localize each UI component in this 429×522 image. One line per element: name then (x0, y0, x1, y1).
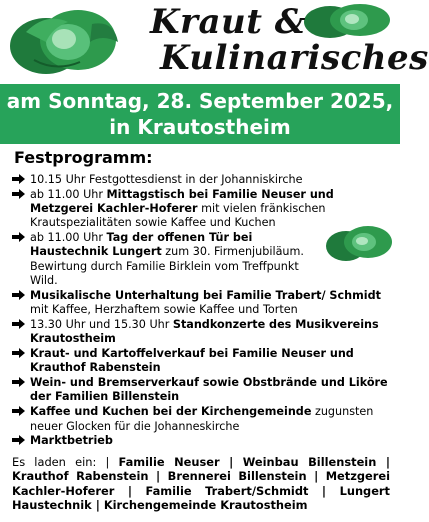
title-line-2: Kulinarisches (160, 38, 429, 78)
program-item-text: mit vielen fränkischen Krautspezialitäten sowie Kaffee und Kuchen (30, 202, 326, 230)
right-arrow-icon (12, 290, 25, 303)
program-item-text: zum 30. Firmenjubiläum. Bewirtung durch Familie Birklein vom Treffpunkt Wild. (30, 245, 304, 288)
program-item (12, 289, 390, 318)
program-item (12, 434, 390, 448)
right-arrow-icon (12, 435, 25, 448)
program-item-text: 13.30 Uhr und 15.30 Uhr (30, 317, 173, 331)
program-item-text: ab 11.00 Uhr (30, 231, 107, 245)
banner-date: am Sonntag, 28. September 2025, (6, 89, 394, 113)
program-item (12, 376, 390, 405)
right-arrow-icon (12, 232, 25, 245)
invitation-hosts: Familie Neuser | Weinbau Billenstein | Krauthof Rabenstein | Brennerei Billenstein | Metzgerei Kachler-Hoferer | Familie Trabert/Schmidt | Lungert Haustechnik | Kirchengemeinde Krautostheim (12, 454, 390, 513)
banner-location: in Krautostheim (109, 115, 291, 139)
program-item (12, 347, 390, 376)
program-item-text: Kaffee und Kuchen bei der Kirchengemeinde (30, 405, 312, 419)
right-arrow-icon (12, 189, 25, 202)
program-item (12, 405, 390, 434)
program-item-text: mit Kaffee, Herzhaftem sowie Kaffee und Torten (30, 303, 298, 317)
program-item-text: Tag der offenen Tür bei Haustechnik Lungert (30, 231, 253, 259)
invitation-intro: Es laden ein: | (12, 454, 119, 469)
invitation-text (12, 455, 390, 513)
program-item-text: ab 11.00 Uhr (30, 187, 107, 201)
cabbage-icon (300, 2, 394, 40)
right-arrow-icon (12, 174, 25, 187)
title-line-1: Kraut & (150, 2, 306, 42)
cabbage-icon (6, 2, 128, 78)
program-item-text: zugunsten neuer Glocken für die Johanneskirche (30, 405, 374, 433)
program-item-text: 10.15 Uhr Festgottesdienst in der Johanniskirche (30, 173, 303, 186)
program-section (12, 148, 390, 513)
program-item-text: Marktbetrieb (30, 434, 113, 448)
right-arrow-icon (12, 348, 25, 361)
program-item-text: Wein- und Bremserverkauf sowie Obstbrände und Liköre der Familien Billenstein (30, 376, 388, 404)
right-arrow-icon (12, 406, 25, 419)
date-banner (0, 84, 400, 144)
right-arrow-icon (12, 319, 25, 332)
program-item (12, 231, 325, 288)
program-item (12, 188, 390, 231)
program-item-text: Standkonzerte des Musikvereins Krautostheim (30, 317, 379, 346)
program-heading: Festprogramm: (14, 148, 153, 167)
program-item (12, 318, 390, 347)
program-item-text: Musikalische Unterhaltung bei Familie Trabert/ Schmidt (30, 288, 381, 302)
program-item-text: Kraut- und Kartoffelverkauf bei Familie Neuser und Krauthof Rabenstein (30, 347, 354, 375)
program-item-text: Mittagstisch bei Familie Neuser und Metzgerei Kachler-Hoferer (30, 187, 334, 216)
program-list (12, 173, 390, 449)
right-arrow-icon (12, 377, 25, 390)
program-item (12, 173, 390, 187)
header (0, 0, 429, 84)
